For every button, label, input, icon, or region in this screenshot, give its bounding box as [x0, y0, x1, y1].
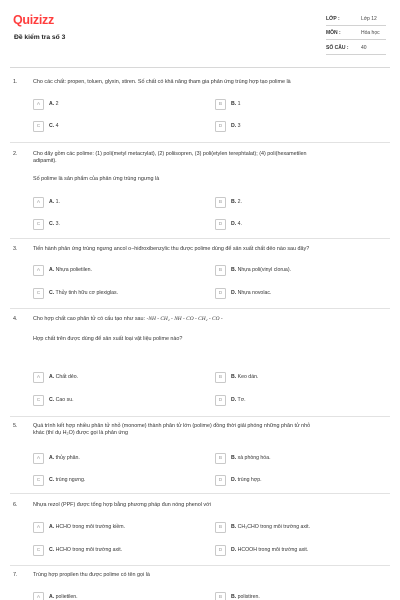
option-letter: B: [215, 372, 226, 383]
question-subtext: Số polime là sản phẩm của phản ứng trùng ngưng là: [33, 176, 160, 182]
option-letter: D: [215, 545, 226, 556]
question-text: Cho các chất: propen, toluen, glyxin, stiren. Số chất có khả năng tham gia phản ứng trùng hợp tạo polime là: [33, 79, 291, 85]
meta-key-class: LỚP :: [326, 16, 340, 22]
option-b[interactable]: B B. 1: [215, 99, 370, 109]
option-letter: C: [33, 395, 44, 406]
option-letter: A: [33, 453, 44, 464]
divider: [326, 25, 386, 26]
divider: [326, 54, 386, 55]
option-letter: D: [215, 475, 226, 486]
option-a[interactable]: A A. 2: [33, 99, 188, 109]
option-b[interactable]: B B. CH₃CHO trong môi trường axit.: [215, 522, 370, 532]
option-letter: B: [215, 265, 226, 276]
question-number: 5.: [13, 423, 18, 429]
option-b[interactable]: B B. polistiren.: [215, 592, 370, 600]
option-a[interactable]: A A. polietilen.: [33, 592, 188, 600]
option-d[interactable]: D D. trùng hợp.: [215, 475, 370, 485]
question-number: 4.: [13, 316, 18, 322]
option-letter: A: [33, 592, 44, 600]
question-divider: [10, 308, 390, 309]
option-letter: B: [215, 592, 226, 600]
option-b[interactable]: B B. Keo dán.: [215, 372, 370, 382]
option-a[interactable]: A A. Nhựa polietilen.: [33, 265, 188, 275]
option-letter: A: [33, 265, 44, 276]
question-number: 1.: [13, 79, 18, 85]
question-divider: [10, 238, 390, 239]
option-letter: C: [33, 545, 44, 556]
option-letter: B: [215, 522, 226, 533]
option-letter: B: [215, 197, 226, 208]
option-c[interactable]: C C. 4: [33, 121, 188, 131]
question-subtext: Hợp chất trên được dùng để sản xuất loại vật liệu polime nào?: [33, 336, 183, 342]
option-letter: D: [215, 219, 226, 230]
option-b[interactable]: B B. Nhựa poli(vinyl clorua).: [215, 265, 370, 275]
option-letter: B: [215, 99, 226, 110]
option-d[interactable]: D D. HCOOH trong môi trường axit.: [215, 545, 370, 555]
question-number: 7.: [13, 572, 18, 578]
option-a[interactable]: A A. HCHO trong môi trường kiềm.: [33, 522, 188, 532]
option-letter: A: [33, 522, 44, 533]
question-text: Nhựa rezol (PPF) được tổng hợp bằng phương pháp đun nóng phenol với: [33, 502, 211, 508]
header-divider: [10, 67, 390, 68]
option-letter: C: [33, 288, 44, 299]
meta-value-class: Lớp 12: [361, 16, 377, 22]
question-text: Quá trình kết hợp nhiều phân tử nhỏ (monome) thành phân tử lớn (polime) đồng thời giải phóng những phân tử nhỏ khác (thí dụ H₂O) được gọi là phản ứng: [33, 423, 311, 437]
option-letter: C: [33, 219, 44, 230]
option-c[interactable]: C C. Thủy tinh hữu cơ plexiglas.: [33, 288, 188, 298]
option-letter: B: [215, 453, 226, 464]
option-letter: A: [33, 372, 44, 383]
option-a[interactable]: A A. 1.: [33, 197, 188, 207]
option-c[interactable]: C C. trùng ngưng.: [33, 475, 188, 485]
option-d[interactable]: D D. Tơ.: [215, 395, 370, 405]
question-number: 3.: [13, 246, 18, 252]
option-b[interactable]: B B. 2.: [215, 197, 370, 207]
meta-value-subject: Hóa học: [361, 30, 380, 36]
question-divider: [10, 416, 390, 417]
option-letter: C: [33, 121, 44, 132]
question-number: 2.: [13, 151, 18, 157]
meta-key-subject: MÔN :: [326, 30, 341, 36]
option-a[interactable]: A A. thủy phân.: [33, 453, 188, 463]
polymer-formula: -NH - CH₂ - NH - CO - CH₂ - CO -: [146, 316, 223, 322]
quizizz-logo: Quizizz: [13, 13, 54, 27]
option-a[interactable]: A A. Chất dẻo.: [33, 372, 188, 382]
option-letter: C: [33, 475, 44, 486]
meta-value-count: 40: [361, 45, 367, 51]
question-number: 6.: [13, 502, 18, 508]
meta-key-count: SỐ CÂU :: [326, 45, 349, 51]
divider: [326, 39, 386, 40]
question-text: Cho hợp chất cao phân tử có cấu tạo như sau: -NH - CH₂ - NH - CO - CH₂ - CO -: [33, 316, 223, 322]
option-c[interactable]: C C. 3.: [33, 219, 188, 229]
option-d[interactable]: D D. Nhựa novolac.: [215, 288, 370, 298]
option-d[interactable]: D D. 3: [215, 121, 370, 131]
question-text: Tiến hành phản ứng trùng ngưng ancol o−hiđroxibenzylic thu được polime dùng để sản xuất chất dẻo nào sau đây?: [33, 246, 310, 252]
option-d[interactable]: D D. 4.: [215, 219, 370, 229]
question-text: Cho dãy gồm các polime: (1) poli(metyl metacrylat), (2) poliisopren, (3) poli(etylen terephtalat); (4) poli(hexametilen adipamit).: [33, 151, 307, 165]
question-divider: [10, 565, 390, 566]
option-c[interactable]: C C. Cao su.: [33, 395, 188, 405]
option-letter: A: [33, 99, 44, 110]
option-c[interactable]: C C. HCHO trong môi trường axit.: [33, 545, 188, 555]
question-divider: [10, 493, 390, 494]
option-letter: D: [215, 288, 226, 299]
option-b[interactable]: B B. xà phòng hóa.: [215, 453, 370, 463]
question-divider: [10, 142, 390, 143]
option-letter: D: [215, 121, 226, 132]
option-letter: A: [33, 197, 44, 208]
test-title: Đề kiểm tra số 3: [14, 34, 66, 41]
option-letter: D: [215, 395, 226, 406]
question-text: Trùng hợp propilen thu được polime có tên gọi là: [33, 572, 150, 578]
